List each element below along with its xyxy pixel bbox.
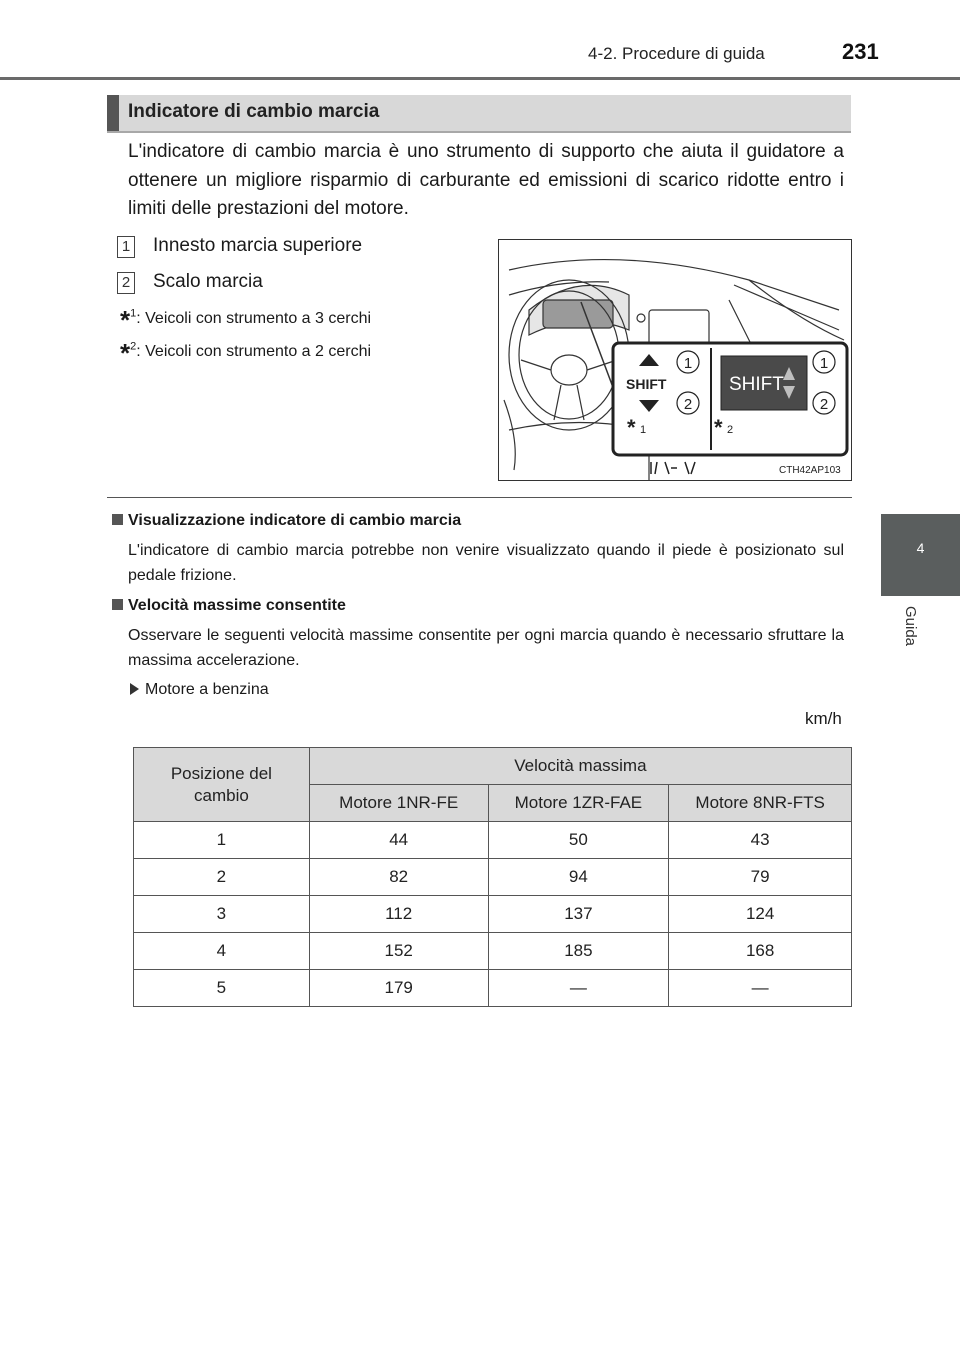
section-label: 4-2. Procedure di guida: [588, 44, 765, 63]
subsection-text-max-speed: Osservare le seguenti velocità massime consentite per ogni marcia quando è necessario sfruttare la massima accelerazione.: [128, 627, 844, 669]
dashboard-drawing: [499, 240, 851, 480]
chapter-tab-label: [895, 606, 925, 666]
star-1-sub: 1: [640, 424, 647, 436]
table-cell: 44: [309, 822, 488, 859]
shift-label-1: SHIFT: [626, 376, 667, 392]
max-speed-table: [133, 747, 852, 1007]
item-downshift: Scalo marcia: [153, 271, 263, 292]
section-title: Indicatore di cambio marcia: [128, 101, 380, 122]
table-cell: 152: [309, 933, 488, 970]
star-2: *: [714, 415, 723, 440]
callout-1a: 1: [683, 355, 693, 372]
table-cell: 179: [309, 970, 488, 1007]
item-number-badge: 2: [117, 272, 135, 294]
table-cell: 124: [669, 896, 852, 933]
table-cell: 50: [488, 822, 669, 859]
table-cell: 168: [669, 933, 852, 970]
chapter-tab-label-text: Guida: [902, 606, 919, 647]
table-cell: 43: [669, 822, 852, 859]
table-row: [134, 896, 852, 933]
table-cell: 112: [309, 896, 488, 933]
page-number: 231: [842, 39, 879, 64]
note-2-circle: *$^2$: Veicoli con strumento a 2 cerchi: [120, 338, 372, 368]
table-cell: —: [488, 970, 669, 1007]
dashboard-illustration: [498, 239, 852, 481]
table-cell: 137: [488, 896, 669, 933]
table-cell: 94: [488, 859, 669, 896]
item-upshift: Innesto marcia superiore: [153, 235, 363, 256]
star-2-sub: 2: [727, 424, 734, 436]
item-number-badge: 1: [117, 236, 135, 258]
header-rule: [0, 77, 960, 80]
table-row: [134, 933, 852, 970]
figure-code: CTH42AP103: [779, 465, 841, 476]
shift-label-2: SHIFT: [729, 374, 784, 395]
unit-label: km/h: [805, 709, 842, 728]
arrow-right-icon: [130, 683, 139, 695]
table-row: [134, 822, 852, 859]
section-divider: [107, 497, 852, 498]
column-header-engine: Motore 8NR-FTS: [669, 785, 852, 822]
note-3-circle: *$^1$: Veicoli con strumento a 3 cerchi: [120, 305, 372, 335]
intro-paragraph: L'indicatore di cambio marcia è uno strumento di supporto che aiuta il guidatore a ottenere un migliore risparmio di carburante ed emissioni di scarico ridotte entro i limiti delle prestazioni del motore.: [128, 141, 844, 219]
table-cell: 82: [309, 859, 488, 896]
table-cell: 3: [134, 896, 310, 933]
column-group-max-speed: Velocità massima: [309, 748, 851, 785]
table-cell: 79: [669, 859, 852, 896]
table-cell: 2: [134, 859, 310, 896]
callout-2b: 2: [819, 396, 829, 413]
table-row: [134, 970, 852, 1007]
table-row: [134, 859, 852, 896]
section-banner-accent: [107, 95, 119, 131]
table-cell: 4: [134, 933, 310, 970]
star-1: *: [627, 415, 636, 440]
table-cell: 5: [134, 970, 310, 1007]
callout-2a: 2: [683, 396, 693, 413]
column-header-engine: Motore 1ZR-FAE: [488, 785, 669, 822]
table-cell: 1: [134, 822, 310, 859]
table-cell: —: [669, 970, 852, 1007]
subsection-title-display: Visualizzazione indicatore di cambio marcia: [112, 512, 461, 530]
bullet-petrol-engine: Motore a benzina: [130, 681, 269, 699]
chapter-tab-number: 4: [916, 540, 925, 556]
subsection-text-display: L'indicatore di cambio marcia potrebbe non venire visualizzato quando il piede è posizionato sul pedale frizione.: [128, 542, 844, 584]
table-cell: 185: [488, 933, 669, 970]
column-header-gear: Posizione del cambio: [134, 748, 310, 822]
subsection-title-max-speed: Velocità massime consentite: [112, 597, 346, 615]
callout-1b: 1: [819, 355, 829, 372]
column-header-engine: Motore 1NR-FE: [309, 785, 488, 822]
